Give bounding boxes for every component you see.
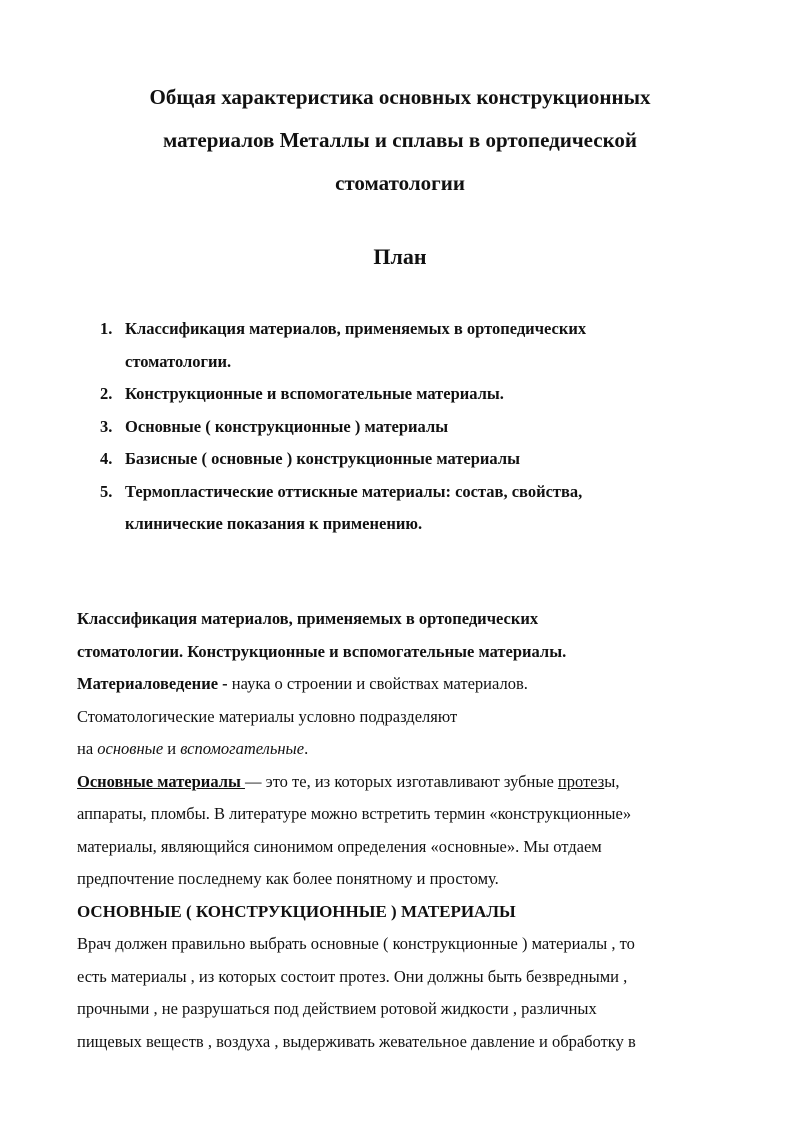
paragraph-line: материалы, являющийся синонимом определения «основные». Мы отдаем bbox=[77, 836, 602, 856]
text-run: на bbox=[77, 739, 98, 758]
text-run: — это те, из которых изготавливают зубные bbox=[244, 771, 558, 791]
plan-item bbox=[100, 411, 680, 444]
section2-paragraph bbox=[77, 928, 737, 1058]
plan-item-text: клинические показания к применению. bbox=[125, 514, 423, 533]
title-line: материалов Металлы и сплавы в ортопедической bbox=[163, 128, 637, 152]
osnovnye-term: Основные материалы bbox=[77, 771, 245, 791]
paragraph-line: Врач должен правильно выбрать основные ( конструкционные ) материалы , то bbox=[77, 934, 635, 953]
paragraph-line: аппараты, пломбы. В литературе можно встретить термин «конструкционные» bbox=[77, 804, 632, 823]
paragraph-line bbox=[77, 733, 737, 766]
plan-item-number: 5. bbox=[100, 481, 113, 501]
protez-link[interactable]: протез bbox=[557, 771, 605, 791]
plan-item bbox=[100, 378, 680, 411]
paragraph-line: прочными , не разрушаться под действием ротовой жидкости , различных bbox=[77, 999, 597, 1018]
section-heading-line: стоматологии. Конструкционные и вспомогательные материалы. bbox=[77, 641, 567, 661]
document-title bbox=[90, 76, 710, 205]
plan-item-number: 3. bbox=[100, 416, 113, 436]
plan-list bbox=[100, 313, 680, 541]
paragraph-line: предпочтение последнему как более понятному и простому. bbox=[77, 869, 499, 888]
title-line: стоматологии bbox=[335, 171, 465, 195]
section-heading-line: Классификация материалов, применяемых в ортопедических bbox=[77, 609, 539, 628]
plan-item-text: стоматологии. bbox=[125, 351, 232, 371]
plan-item bbox=[100, 313, 680, 378]
plan-item-text: Основные ( конструкционные ) материалы bbox=[125, 416, 449, 436]
paragraph-line: есть материалы , из которых состоит протез. Они должны быть безвредными , bbox=[77, 966, 628, 986]
emphasis-osnovnye: основные bbox=[97, 739, 164, 758]
plan-item-number: 4. bbox=[100, 449, 113, 468]
plan-heading: План bbox=[373, 244, 427, 269]
section-heading bbox=[77, 603, 737, 668]
plan-item-text: Конструкционные и вспомогательные материалы. bbox=[125, 384, 504, 403]
emphasis-vspomogatelnye: вспомогательные bbox=[180, 739, 305, 758]
text-run: и bbox=[163, 739, 181, 758]
document-body bbox=[77, 603, 737, 1058]
definition-text: наука о строении и свойствах материалов. bbox=[227, 674, 528, 693]
text-run: ы, bbox=[604, 771, 620, 791]
plan-item-number: 2. bbox=[100, 384, 113, 403]
osnovnye-paragraph bbox=[77, 766, 737, 896]
definition-term: Материаловедение - bbox=[77, 674, 228, 693]
title-line: Общая характеристика основных конструкционных bbox=[149, 85, 651, 109]
plan-item bbox=[100, 476, 680, 541]
definition-paragraph bbox=[77, 668, 737, 701]
plan-item-number: 1. bbox=[100, 319, 113, 338]
plan-item-text: Базисные ( основные ) конструкционные материалы bbox=[125, 449, 520, 468]
paragraph-line: пищевых веществ , воздуха , выдерживать жевательное давление и обработку в bbox=[77, 1031, 636, 1051]
plan-item-text: Классификация материалов, применяемых в ортопедических bbox=[125, 319, 587, 338]
text-run: . bbox=[304, 739, 309, 758]
plan-item-text: Термопластические оттискные материалы: состав, свойства, bbox=[125, 481, 583, 501]
paragraph-line: Стоматологические материалы условно подразделяют bbox=[77, 706, 458, 726]
plan-item bbox=[100, 443, 680, 476]
section-heading-caps: ОСНОВНЫЕ ( КОНСТРУКЦИОННЫЕ ) МАТЕРИАЛЫ bbox=[77, 901, 516, 921]
